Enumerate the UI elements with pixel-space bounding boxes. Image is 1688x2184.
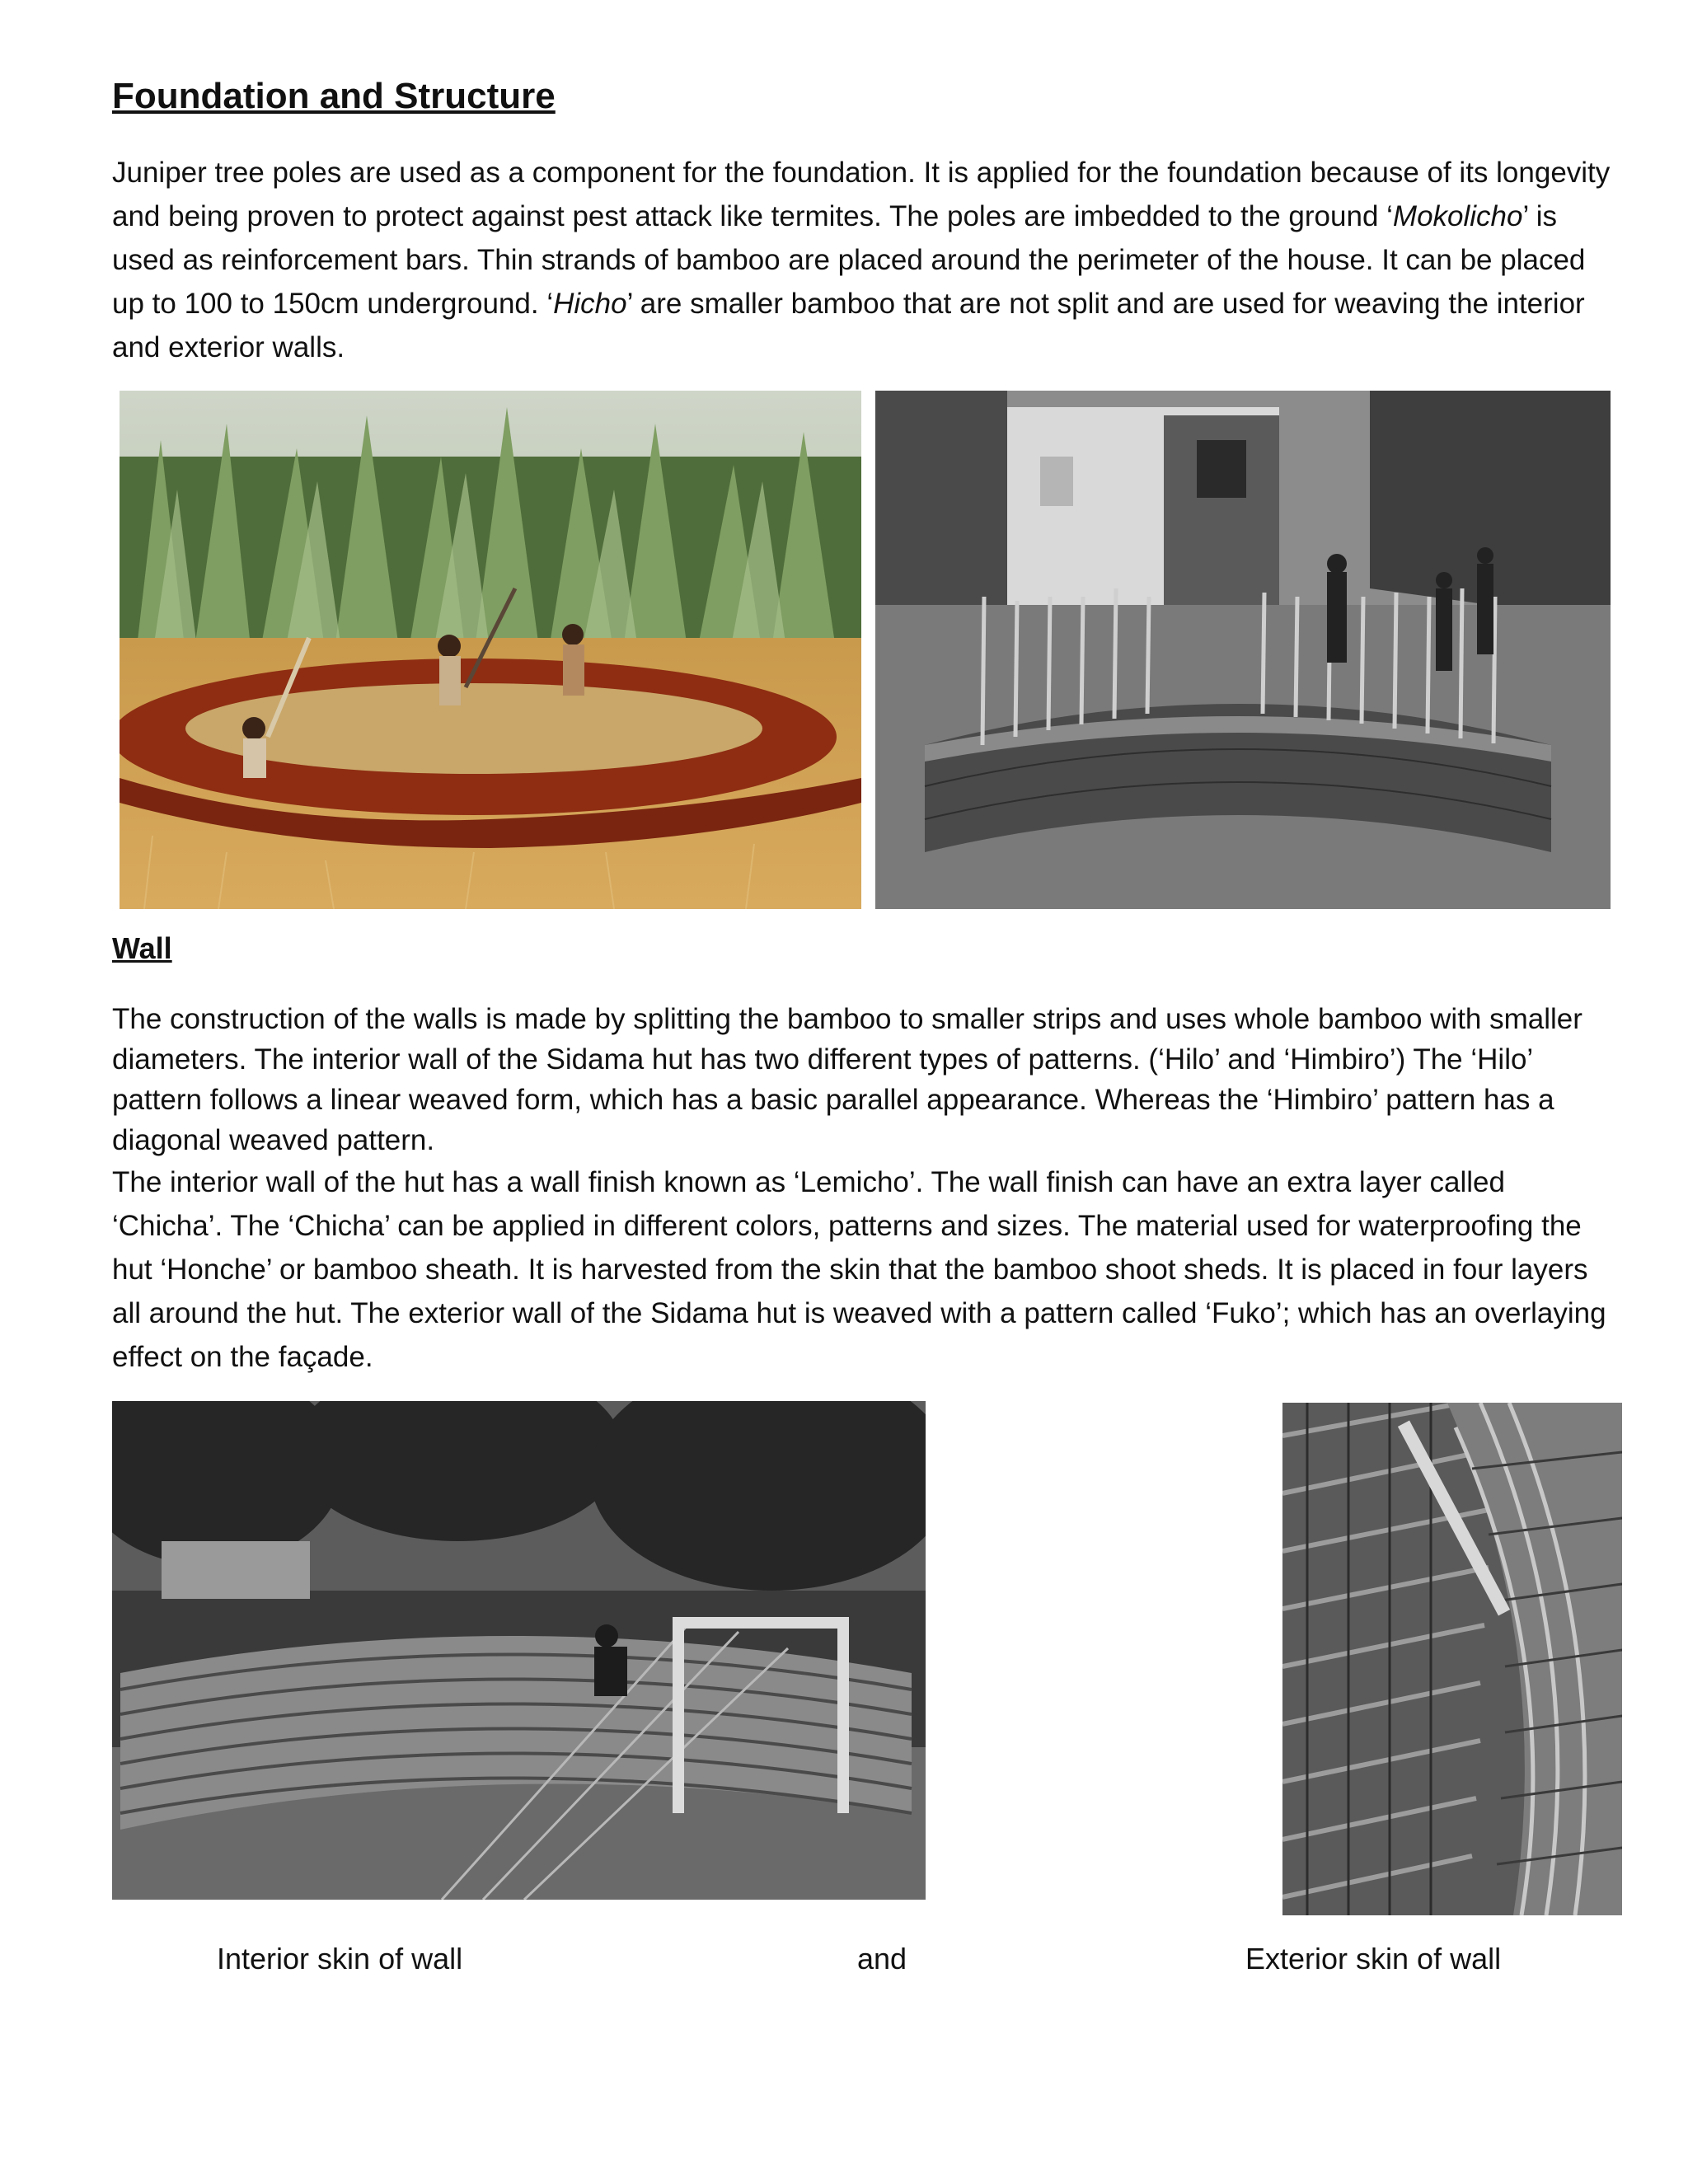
caption-exterior-skin: Exterior skin of wall [1245, 1942, 1502, 1975]
photo-trench-digging [120, 391, 861, 909]
section-heading-foundation: Foundation and Structure [112, 76, 556, 116]
caption-interior-skin: Interior skin of wall [217, 1942, 463, 1975]
photo-exterior-wall-closeup [1282, 1403, 1622, 1915]
text-run: ’ is used as reinforcement bars. Thin strands of bamboo are placed around the perimeter of the house. It can be placed up to 100 to 150cm underground. ‘ [112, 200, 1586, 320]
wall-paragraph-finish: The interior wall of the hut has a wall finish known as ‘Lemicho’. The wall finish can have an extra layer called ‘Chicha’. The ‘Chicha’ can be applied in different colors, patterns and sizes. The material used for waterproofing the hut ‘Honche’ or bamboo sheath. It is harvested from the skin that the bamboo shoot sheds. It is placed in four layers all around the hut. The exterior wall of the Sidama hut is weaved with a pattern called ‘Fuko’; which has an overlaying effect on the façade. [112, 1166, 1606, 1373]
photo-stone-foundation-poles [875, 391, 1611, 909]
wall-paragraph-patterns: The construction of the walls is made by splitting the bamboo to smaller strips and uses whole bamboo with smaller diameters. The interior wall of the Sidama hut has two different types of patterns. (‘Hilo’ and ‘Himbiro’) The ‘Hilo’ pattern follows a linear weaved form, which has a basic parallel appearance. Whereas the ‘Himbiro’ pattern has a diagonal weaved pattern. [112, 1003, 1582, 1156]
text-run: ’ are smaller bamboo that are not split and are used for weaving the interior and exterior walls. [112, 288, 1585, 363]
caption-and: and [857, 1942, 907, 1975]
term-hicho: Hicho [553, 288, 627, 320]
text-run: Juniper tree poles are used as a component for the foundation. It is applied for the foundation because of its longevity and being proven to protect against pest attack like termites. The poles are imbedded to the ground ‘ [112, 157, 1611, 232]
photo-interior-wall-weaving [112, 1401, 926, 1900]
foundation-paragraph [112, 151, 1620, 369]
section-heading-wall: Wall [112, 931, 172, 965]
term-mokolicho: Mokolicho [1392, 200, 1523, 232]
